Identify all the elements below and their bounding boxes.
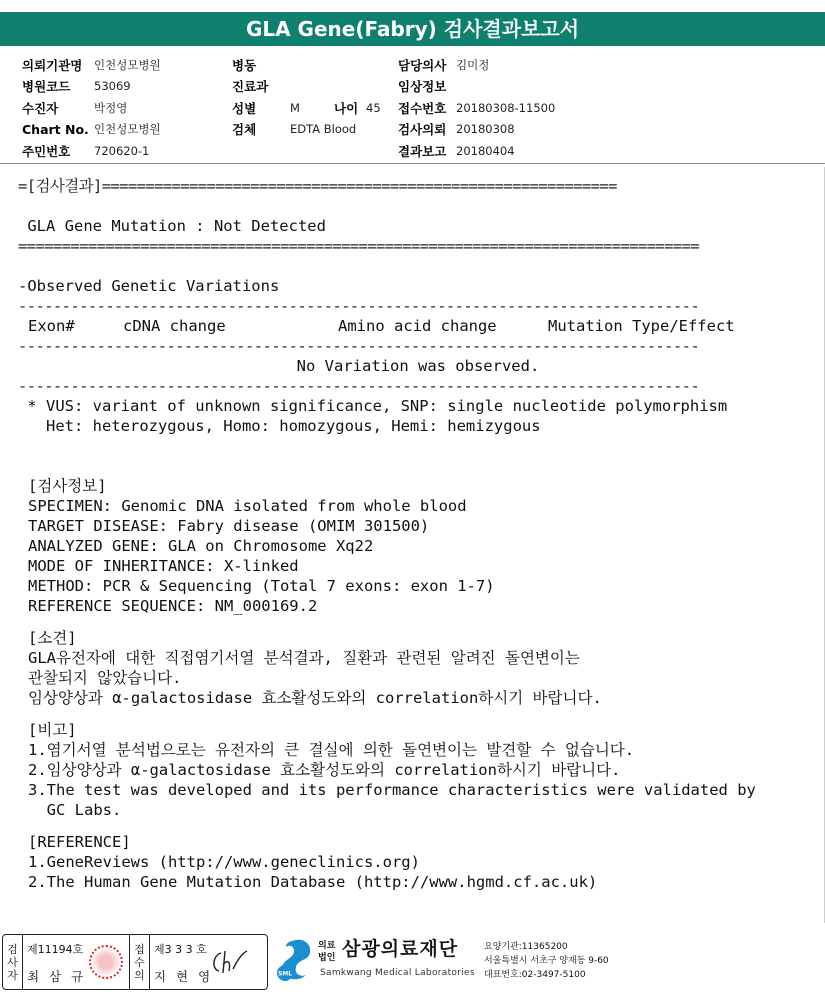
org-type-top: 의료 <box>318 941 336 951</box>
examiner-vertical-label <box>3 935 23 989</box>
info-value: 김미정 <box>456 57 490 72</box>
vlabel-char: 검 <box>7 942 18 956</box>
org-english-name: Samkwang Medical Laboratories <box>320 968 475 978</box>
sml-logo-icon <box>272 937 318 983</box>
header-column-3 <box>398 54 555 162</box>
org-name: 삼광의료재단 <box>342 938 459 960</box>
info-label: 검사의뢰 <box>398 122 447 138</box>
result-section-header: =[검사결과]=========================================================== <box>18 177 617 195</box>
opinion-line: 임상양상과 α-galactosidase 효소활성도와의 correlation하시기 바랍니다. <box>28 689 602 707</box>
reference-line: 2.The Human Gene Mutation Database (http://www.hgmd.cf.ac.uk) <box>28 873 598 891</box>
info-row-doctor <box>398 54 555 76</box>
info-label: 임상정보 <box>398 79 447 95</box>
report-body <box>18 176 818 892</box>
info-value: 박정영 <box>94 100 128 115</box>
info-label: 결과보고 <box>398 143 447 159</box>
info-row-sex-age <box>232 97 381 119</box>
footnote-line: * VUS: variant of unknown significance, SNP: single nucleotide polymorphism <box>18 397 728 415</box>
reference-line: 1.GeneReviews (http://www.geneclinics.org) <box>28 853 420 871</box>
test-info-line: MODE OF INHERITANCE: X-linked <box>28 557 299 575</box>
info-label: 의뢰기관명 <box>22 57 83 73</box>
org-contact-info <box>484 940 609 982</box>
info-value: 인천성모병원 <box>94 57 161 72</box>
test-info-line: METHOD: PCR & Sequencing (Total 7 exons: exon 1-7) <box>28 577 495 595</box>
info-label: 병동 <box>232 57 257 73</box>
double-rule: ============================================================================== <box>18 237 700 255</box>
dash-rule: ------------------------------------------------------------------------------ <box>18 337 700 355</box>
info-value: 53069 <box>94 79 131 94</box>
test-info-line: SPECIMEN: Genomic DNA isolated from whole blood <box>28 497 467 515</box>
opinion-line: GLA유전자에 대한 직접염기서열 분석결과, 질환과 관련된 알려진 돌연변이는 <box>28 649 580 667</box>
info-value: EDTA Blood <box>290 122 357 137</box>
remarks-line: 3.The test was developed and its performance characteristics were validated by <box>28 781 756 799</box>
info-label: 진료과 <box>232 79 269 95</box>
examiner-name: 최 삼 규 <box>27 969 87 984</box>
org-info-line: 요양기관:11365200 <box>484 942 568 952</box>
info-row-hospital-code <box>22 76 161 98</box>
info-value: 인천성모병원 <box>94 122 161 137</box>
org-info-line: 서울특별시 서초구 양재동 9-60 <box>484 956 609 966</box>
info-label: 수진자 <box>22 100 59 116</box>
header-column-1 <box>22 54 161 162</box>
opinion-title: [소견] <box>28 629 77 647</box>
info-label: Chart No. <box>22 121 89 137</box>
info-value: 720620-1 <box>94 143 150 158</box>
examiner-signature <box>23 935 130 989</box>
report-title: GLA Gene(Fabry) 검사결과보고서 <box>0 12 825 46</box>
signature-box <box>2 934 268 990</box>
info-row-report-date <box>398 140 555 162</box>
info-row-department <box>232 76 381 98</box>
info-value: 20180308-11500 <box>456 100 556 115</box>
info-value: 20180404 <box>456 143 515 158</box>
info-row-clinical-info <box>398 76 555 98</box>
test-info-title: [검사정보] <box>28 477 107 495</box>
test-info-line: TARGET DISEASE: Fabry disease (OMIM 301500) <box>28 517 430 535</box>
info-row-institution <box>22 54 161 76</box>
org-info-line: 대표번호:02-3497-5100 <box>484 970 586 980</box>
vlabel-char: 사 <box>7 955 18 969</box>
test-info-line: REFERENCE SEQUENCE: NM_000169.2 <box>28 597 318 615</box>
logo-text: SML <box>277 970 293 978</box>
variation-table-header <box>18 316 818 336</box>
no-variation-message: No Variation was observed. <box>296 357 540 375</box>
opinion-line: 관찰되지 않았습니다. <box>28 669 182 687</box>
info-label: 담당의사 <box>398 57 447 73</box>
vlabel-char: 수 <box>134 955 145 969</box>
remarks-title: [비고] <box>28 721 77 739</box>
info-row-request-date <box>398 119 555 141</box>
info-value: 20180308 <box>456 122 515 137</box>
dash-rule: ------------------------------------------------------------------------------ <box>18 297 700 315</box>
info-label-age: 나이 <box>334 100 359 116</box>
receiver-license: 제3 3 3 호 <box>154 943 207 956</box>
patient-info-header <box>22 54 812 159</box>
footnote-line: Het: heterozygous, Homo: homozygous, Hemi: hemizygous <box>18 417 541 435</box>
info-label: 검체 <box>232 122 257 138</box>
info-row-resident-no <box>22 140 161 162</box>
mutation-result: GLA Gene Mutation : Not Detected <box>18 217 326 235</box>
remarks-line: 1.염기서열 분석법으로는 유전자의 큰 결실에 의한 돌연변이는 발견할 수 없습니다. <box>28 741 635 759</box>
vlabel-char: 접 <box>134 942 145 956</box>
vlabel-char: 자 <box>7 968 18 982</box>
reference-title: [REFERENCE] <box>28 833 131 851</box>
handwritten-signature-icon <box>209 947 249 977</box>
info-value: M <box>290 100 300 115</box>
observed-variations-title: -Observed Genetic Variations <box>18 277 280 295</box>
column-header-cdna: cDNA change <box>123 317 226 335</box>
vlabel-char: 의 <box>134 968 145 982</box>
info-row-specimen <box>232 119 381 141</box>
receiver-signature <box>150 935 257 989</box>
info-row-ward <box>232 54 381 76</box>
org-type-label <box>318 940 335 964</box>
examiner-license: 제11194호 <box>27 943 84 956</box>
lab-footer <box>272 934 817 990</box>
receiver-name: 지 현 영 <box>154 969 214 984</box>
info-row-chart-no <box>22 119 161 141</box>
column-header-exon: Exon# <box>28 317 75 335</box>
info-label: 병원코드 <box>22 79 71 95</box>
remarks-line: 2.임상양상과 α-galactosidase 효소활성도와의 correlation하시기 바랍니다. <box>28 761 621 779</box>
info-row-patient <box>22 97 161 119</box>
test-info-line: ANALYZED GENE: GLA on Chromosome Xq22 <box>28 537 374 555</box>
column-header-mutation-type: Mutation Type/Effect <box>548 317 735 335</box>
receiver-vertical-label <box>130 935 150 989</box>
info-label: 성별 <box>232 100 257 116</box>
info-label: 접수번호 <box>398 100 447 116</box>
header-column-2 <box>232 54 381 140</box>
info-label: 주민번호 <box>22 143 71 159</box>
dash-rule: ------------------------------------------------------------------------------ <box>18 377 700 395</box>
info-row-receipt-no <box>398 97 555 119</box>
org-type-bottom: 법인 <box>318 953 336 963</box>
info-value-age: 45 <box>366 100 381 115</box>
column-header-amino-acid: Amino acid change <box>338 317 497 335</box>
red-seal-icon <box>89 945 123 979</box>
remarks-line: GC Labs. <box>28 801 122 819</box>
header-divider <box>0 163 825 164</box>
